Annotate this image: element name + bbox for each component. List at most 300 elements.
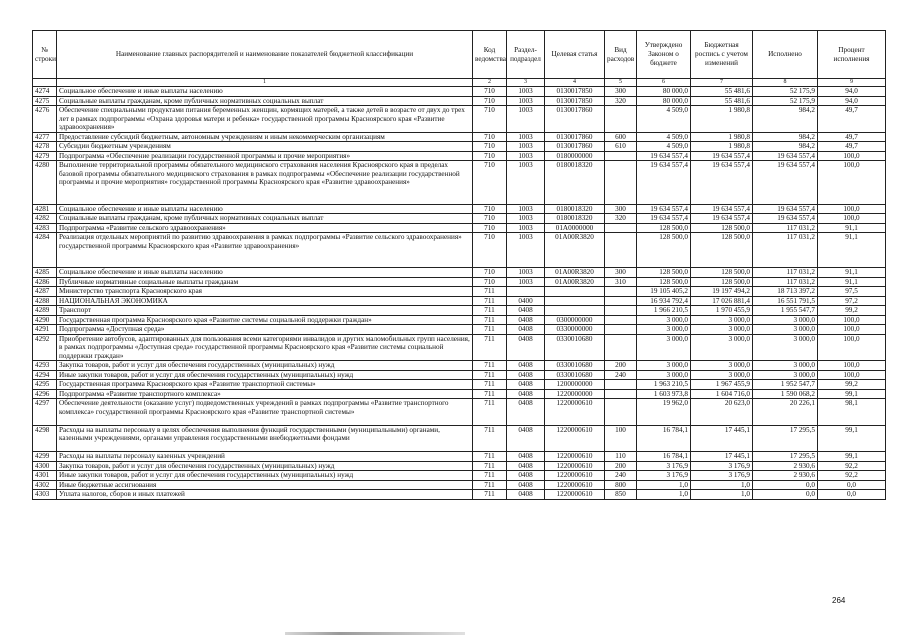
execution-percent: 100,0 — [818, 315, 886, 325]
scheduled-amount: 3 176,9 — [691, 471, 753, 481]
table-row — [33, 471, 886, 481]
approved-amount: 19 105 405,2 — [637, 287, 691, 297]
executed-amount: 16 551 791,5 — [753, 296, 818, 306]
department-code: 711 — [473, 471, 507, 481]
scheduled-amount: 1,0 — [691, 480, 753, 490]
expense-type: 300 — [605, 268, 637, 278]
execution-percent: 100,0 — [818, 370, 886, 380]
target-article: 1220000610 — [545, 461, 605, 471]
row-number: 4303 — [33, 490, 57, 500]
approved-amount: 19 962,0 — [637, 399, 691, 426]
section-code: 1003 — [507, 151, 545, 161]
table-row — [33, 87, 886, 97]
section-code: 1003 — [507, 214, 545, 224]
department-code: 710 — [473, 204, 507, 214]
approved-amount: 19 634 557,4 — [637, 151, 691, 161]
scheduled-amount: 1 980,8 — [691, 132, 753, 142]
section-code: 1003 — [507, 96, 545, 106]
execution-percent: 100,0 — [818, 204, 886, 214]
target-article: 0180018320 — [545, 204, 605, 214]
execution-percent: 91,1 — [818, 223, 886, 233]
row-number: 4295 — [33, 380, 57, 390]
approved-amount: 3 000,0 — [637, 315, 691, 325]
approved-amount: 3 176,9 — [637, 471, 691, 481]
table-row — [33, 380, 886, 390]
scheduled-amount: 17 445,1 — [691, 425, 753, 452]
executed-amount: 17 295,5 — [753, 452, 818, 462]
expense-type: 610 — [605, 142, 637, 152]
section-code: 0408 — [507, 471, 545, 481]
expense-type — [605, 233, 637, 268]
section-code: 0408 — [507, 389, 545, 399]
scheduled-amount: 128 500,0 — [691, 233, 753, 268]
executed-amount: 19 634 557,4 — [753, 214, 818, 224]
column-number: 9 — [818, 79, 886, 87]
approved-amount: 16 784,1 — [637, 425, 691, 452]
execution-percent: 100,0 — [818, 334, 886, 361]
executed-amount: 1 955 547,7 — [753, 306, 818, 316]
section-code: 0408 — [507, 334, 545, 361]
approved-amount: 1 963 210,5 — [637, 380, 691, 390]
expense-type: 240 — [605, 471, 637, 481]
approved-amount: 3 000,0 — [637, 370, 691, 380]
table-row — [33, 268, 886, 278]
header-department-code: Код ведомства — [473, 31, 507, 79]
scheduled-amount: 55 481,6 — [691, 96, 753, 106]
execution-percent: 91,1 — [818, 277, 886, 287]
department-code: 710 — [473, 87, 507, 97]
execution-percent: 99,2 — [818, 306, 886, 316]
row-number: 4282 — [33, 214, 57, 224]
table-row — [33, 233, 886, 268]
approved-amount: 128 500,0 — [637, 233, 691, 268]
section-code: 0408 — [507, 425, 545, 452]
row-name: Подпрограмма «Развитие сельского здравоохранения» — [57, 223, 473, 233]
target-article: 0130017860 — [545, 106, 605, 133]
department-code: 711 — [473, 306, 507, 316]
expense-type: 300 — [605, 87, 637, 97]
target-article: 0180018320 — [545, 214, 605, 224]
column-number — [33, 79, 57, 87]
scheduled-amount: 55 481,6 — [691, 87, 753, 97]
target-article: 0330010680 — [545, 334, 605, 361]
approved-amount: 128 500,0 — [637, 277, 691, 287]
row-number: 4292 — [33, 334, 57, 361]
row-number: 4285 — [33, 268, 57, 278]
executed-amount: 2 930,6 — [753, 461, 818, 471]
row-name: Закупка товаров, работ и услуг для обеспечения государственных (муниципальных) нужд — [57, 361, 473, 371]
section-code: 1003 — [507, 142, 545, 152]
row-number: 4297 — [33, 399, 57, 426]
approved-amount: 3 000,0 — [637, 361, 691, 371]
department-code: 710 — [473, 106, 507, 133]
section-code: 0408 — [507, 380, 545, 390]
approved-amount: 3 176,9 — [637, 461, 691, 471]
approved-amount: 19 634 557,4 — [637, 214, 691, 224]
target-article: 01А0000000 — [545, 223, 605, 233]
row-number: 4287 — [33, 287, 57, 297]
execution-percent: 100,0 — [818, 361, 886, 371]
budget-table — [32, 30, 886, 500]
target-article: 01А00R3820 — [545, 277, 605, 287]
table-row — [33, 370, 886, 380]
table-row — [33, 334, 886, 361]
row-name: Расходы на выплаты персоналу казенных учреждений — [57, 452, 473, 462]
row-number: 4281 — [33, 204, 57, 214]
target-article: 1220000610 — [545, 452, 605, 462]
row-name: Социальные выплаты гражданам, кроме публичных нормативных социальных выплат — [57, 214, 473, 224]
department-code: 711 — [473, 399, 507, 426]
approved-amount: 1 603 973,8 — [637, 389, 691, 399]
header-name: Наименование главных распорядителей и наименование показателей бюджетной классификации — [57, 31, 473, 79]
execution-percent: 99,1 — [818, 452, 886, 462]
target-article: 0130017850 — [545, 96, 605, 106]
row-name: Реализация отдельных мероприятий по развитию здравоохранения в рамках подпрограммы «Развитие сельского здравоохранения» государственной программы Красноярского края «Развитие здравоохранения» — [57, 233, 473, 268]
target-article: 1220000610 — [545, 471, 605, 481]
executed-amount: 17 295,5 — [753, 425, 818, 452]
approved-amount: 19 634 557,4 — [637, 161, 691, 205]
row-name: Предоставление субсидий бюджетным, автономным учреждениям и иным некоммерческим организациям — [57, 132, 473, 142]
department-code: 711 — [473, 380, 507, 390]
execution-percent: 0,0 — [818, 490, 886, 500]
executed-amount: 2 930,6 — [753, 471, 818, 481]
section-code: 1003 — [507, 223, 545, 233]
row-name: Закупка товаров, работ и услуг для обеспечения государственных (муниципальных) нужд — [57, 461, 473, 471]
target-article — [545, 306, 605, 316]
approved-amount: 80 000,0 — [637, 87, 691, 97]
header-execution-percent: Процент исполнения — [818, 31, 886, 79]
row-name: Социальные выплаты гражданам, кроме публичных нормативных социальных выплат — [57, 96, 473, 106]
target-article: 1220000610 — [545, 490, 605, 500]
expense-type: 100 — [605, 425, 637, 452]
table-row — [33, 96, 886, 106]
executed-amount: 117 031,2 — [753, 277, 818, 287]
target-article: 0130017860 — [545, 142, 605, 152]
department-code: 710 — [473, 151, 507, 161]
row-name: Расходы на выплаты персоналу в целях обеспечения выполнения функций государственными (муниципальными) органами, казенными учреждениями, органами управления государственными внебюджетными фондами — [57, 425, 473, 452]
execution-percent: 100,0 — [818, 325, 886, 335]
scheduled-amount: 1 604 716,0 — [691, 389, 753, 399]
execution-percent: 91,1 — [818, 233, 886, 268]
row-number: 4284 — [33, 233, 57, 268]
execution-percent: 49,7 — [818, 106, 886, 133]
section-code: 1003 — [507, 268, 545, 278]
expense-type — [605, 287, 637, 297]
header-executed: Исполнено — [753, 31, 818, 79]
expense-type: 800 — [605, 480, 637, 490]
row-number: 4277 — [33, 132, 57, 142]
target-article: 1220000610 — [545, 425, 605, 452]
table-row — [33, 161, 886, 205]
expense-type: 320 — [605, 214, 637, 224]
department-code: 710 — [473, 96, 507, 106]
row-number: 4279 — [33, 151, 57, 161]
row-name: Подпрограмма «Доступная среда» — [57, 325, 473, 335]
scheduled-amount: 128 500,0 — [691, 223, 753, 233]
section-code: 1003 — [507, 161, 545, 205]
row-number: 4293 — [33, 361, 57, 371]
execution-percent: 92,2 — [818, 461, 886, 471]
approved-amount: 4 509,0 — [637, 142, 691, 152]
row-number: 4286 — [33, 277, 57, 287]
section-code: 1003 — [507, 233, 545, 268]
target-article: 0330010680 — [545, 370, 605, 380]
expense-type: 110 — [605, 452, 637, 462]
executed-amount: 19 634 557,4 — [753, 161, 818, 205]
target-article: 1200000000 — [545, 380, 605, 390]
execution-percent: 100,0 — [818, 161, 886, 205]
expense-type: 240 — [605, 370, 637, 380]
column-number: 5 — [605, 79, 637, 87]
expense-type — [605, 223, 637, 233]
execution-percent: 100,0 — [818, 151, 886, 161]
execution-percent: 97,5 — [818, 287, 886, 297]
page-number: 264 — [832, 596, 846, 605]
execution-percent: 99,2 — [818, 380, 886, 390]
execution-percent: 92,2 — [818, 471, 886, 481]
target-article: 0330010680 — [545, 361, 605, 371]
executed-amount: 20 226,1 — [753, 399, 818, 426]
scheduled-amount: 128 500,0 — [691, 268, 753, 278]
table-row — [33, 106, 886, 133]
row-number: 4276 — [33, 106, 57, 133]
section-code: 1003 — [507, 87, 545, 97]
executed-amount: 3 000,0 — [753, 325, 818, 335]
scheduled-amount: 3 000,0 — [691, 361, 753, 371]
department-code: 710 — [473, 132, 507, 142]
department-code: 710 — [473, 277, 507, 287]
department-code: 711 — [473, 480, 507, 490]
target-article: 0130017850 — [545, 87, 605, 97]
approved-amount: 3 000,0 — [637, 325, 691, 335]
table-row — [33, 287, 886, 297]
header-row — [33, 31, 886, 79]
target-article — [545, 296, 605, 306]
department-code: 710 — [473, 161, 507, 205]
expense-type — [605, 151, 637, 161]
expense-type — [605, 399, 637, 426]
row-number: 4300 — [33, 461, 57, 471]
row-number: 4294 — [33, 370, 57, 380]
table-row — [33, 461, 886, 471]
execution-percent: 99,1 — [818, 389, 886, 399]
approved-amount: 4 509,0 — [637, 132, 691, 142]
row-number: 4301 — [33, 471, 57, 481]
department-code: 711 — [473, 425, 507, 452]
row-name: Обеспечение деятельности (оказание услуг) подведомственных учреждений в рамках подпрограммы «Развитие транспортного комплекса» государственной программы Красноярского края «Развитие транспортной системы» — [57, 399, 473, 426]
row-number: 4290 — [33, 315, 57, 325]
execution-percent: 94,0 — [818, 96, 886, 106]
table-row — [33, 204, 886, 214]
target-article: 0300000000 — [545, 315, 605, 325]
approved-amount: 4 509,0 — [637, 106, 691, 133]
approved-amount: 1,0 — [637, 490, 691, 500]
row-name: Публичные нормативные социальные выплаты гражданам — [57, 277, 473, 287]
target-article: 0180000000 — [545, 151, 605, 161]
table-row — [33, 277, 886, 287]
row-name: Транспорт — [57, 306, 473, 316]
column-number: 8 — [753, 79, 818, 87]
header-budget-schedule: Бюджетная роспись с учетом изменений — [691, 31, 753, 79]
scheduled-amount: 19 634 557,4 — [691, 151, 753, 161]
scheduled-amount: 19 634 557,4 — [691, 214, 753, 224]
row-number: 4278 — [33, 142, 57, 152]
scheduled-amount: 17 026 881,4 — [691, 296, 753, 306]
executed-amount: 3 000,0 — [753, 361, 818, 371]
table-row — [33, 452, 886, 462]
target-article: 0330000000 — [545, 325, 605, 335]
scheduled-amount: 3 176,9 — [691, 461, 753, 471]
row-number: 4291 — [33, 325, 57, 335]
execution-percent: 91,1 — [818, 268, 886, 278]
column-number: 2 — [473, 79, 507, 87]
budget-report-sheet — [32, 30, 885, 500]
section-code: 0400 — [507, 296, 545, 306]
expense-type: 200 — [605, 461, 637, 471]
row-name: Иные бюджетные ассигнования — [57, 480, 473, 490]
executed-amount: 52 175,9 — [753, 96, 818, 106]
row-number: 4296 — [33, 389, 57, 399]
row-name: Иные закупки товаров, работ и услуг для обеспечения государственных (муниципальных) нужд — [57, 471, 473, 481]
expense-type — [605, 306, 637, 316]
executed-amount: 984,2 — [753, 106, 818, 133]
table-row — [33, 480, 886, 490]
expense-type — [605, 106, 637, 133]
header-expense-type: Вид расходов — [605, 31, 637, 79]
section-code: 0408 — [507, 480, 545, 490]
department-code: 711 — [473, 461, 507, 471]
executed-amount: 0,0 — [753, 480, 818, 490]
row-number: 4302 — [33, 480, 57, 490]
target-article — [545, 287, 605, 297]
expense-type — [605, 334, 637, 361]
scheduled-amount: 3 000,0 — [691, 334, 753, 361]
row-name: Государственная программа Красноярского края «Развитие транспортной системы» — [57, 380, 473, 390]
table-body — [33, 87, 886, 500]
header-section: Раздел-подраздел — [507, 31, 545, 79]
row-name: НАЦИОНАЛЬНАЯ ЭКОНОМИКА — [57, 296, 473, 306]
header-approved-by-law: Утверждено Законом о бюджете — [637, 31, 691, 79]
executed-amount: 1 590 068,2 — [753, 389, 818, 399]
section-code: 0408 — [507, 315, 545, 325]
section-code: 0408 — [507, 452, 545, 462]
row-number: 4280 — [33, 161, 57, 205]
expense-type — [605, 389, 637, 399]
row-number: 4289 — [33, 306, 57, 316]
executed-amount: 19 634 557,4 — [753, 151, 818, 161]
executed-amount: 1 952 547,7 — [753, 380, 818, 390]
department-code: 711 — [473, 315, 507, 325]
column-number: 1 — [57, 79, 473, 87]
section-code: 1003 — [507, 106, 545, 133]
department-code: 711 — [473, 296, 507, 306]
row-number: 4283 — [33, 223, 57, 233]
section-code: 0408 — [507, 399, 545, 426]
row-name: Подпрограмма «Развитие транспортного комплекса» — [57, 389, 473, 399]
table-row — [33, 399, 886, 426]
executed-amount: 19 634 557,4 — [753, 204, 818, 214]
executed-amount: 117 031,2 — [753, 233, 818, 268]
expense-type: 320 — [605, 96, 637, 106]
executed-amount: 18 713 397,2 — [753, 287, 818, 297]
table-row — [33, 389, 886, 399]
column-number: 7 — [691, 79, 753, 87]
department-code: 711 — [473, 452, 507, 462]
department-code: 711 — [473, 490, 507, 500]
row-number: 4274 — [33, 87, 57, 97]
section-code: 0408 — [507, 306, 545, 316]
row-name: Выполнение территориальной программы обязательного медицинского страхования населения Красноярского края в пределах базовой программы обязательного медицинского страхования в рамках подпрограммы «Обеспечение реализации государственной программы и прочие мероприятия» государственной программы Красноярского края «Развитие здравоохранения» — [57, 161, 473, 205]
row-name: Социальное обеспечение и иные выплаты населению — [57, 204, 473, 214]
expense-type: 600 — [605, 132, 637, 142]
approved-amount: 1 966 210,5 — [637, 306, 691, 316]
executed-amount: 52 175,9 — [753, 87, 818, 97]
column-number: 4 — [545, 79, 605, 87]
executed-amount: 117 031,2 — [753, 223, 818, 233]
department-code: 710 — [473, 142, 507, 152]
scheduled-amount: 19 634 557,4 — [691, 204, 753, 214]
department-code: 711 — [473, 334, 507, 361]
target-article: 1220000000 — [545, 389, 605, 399]
expense-type — [605, 325, 637, 335]
approved-amount: 16 934 792,4 — [637, 296, 691, 306]
table-row — [33, 142, 886, 152]
scheduled-amount: 1 980,8 — [691, 106, 753, 133]
row-name: Подпрограмма «Обеспечение реализации государственной программы и прочие мероприятия» — [57, 151, 473, 161]
scheduled-amount: 1 967 455,9 — [691, 380, 753, 390]
department-code: 710 — [473, 268, 507, 278]
scheduled-amount: 3 000,0 — [691, 370, 753, 380]
section-code: 0408 — [507, 325, 545, 335]
department-code: 711 — [473, 287, 507, 297]
expense-type: 310 — [605, 277, 637, 287]
table-row — [33, 425, 886, 452]
section-code: 0408 — [507, 461, 545, 471]
scheduled-amount: 19 634 557,4 — [691, 161, 753, 205]
executed-amount: 117 031,2 — [753, 268, 818, 278]
section-code: 1003 — [507, 132, 545, 142]
table-row — [33, 306, 886, 316]
section-code: 1003 — [507, 277, 545, 287]
row-number: 4298 — [33, 425, 57, 452]
column-number-row — [33, 79, 886, 87]
column-number: 6 — [637, 79, 691, 87]
section-code: 1003 — [507, 204, 545, 214]
row-name: Уплата налогов, сборов и иных платежей — [57, 490, 473, 500]
execution-percent: 0,0 — [818, 480, 886, 490]
approved-amount: 1,0 — [637, 480, 691, 490]
expense-type — [605, 296, 637, 306]
target-article: 01А00R3820 — [545, 233, 605, 268]
scheduled-amount: 3 000,0 — [691, 315, 753, 325]
department-code: 711 — [473, 370, 507, 380]
target-article: 1220000610 — [545, 399, 605, 426]
expense-type: 200 — [605, 361, 637, 371]
target-article: 0130017860 — [545, 132, 605, 142]
target-article: 1220000610 — [545, 480, 605, 490]
scheduled-amount: 1,0 — [691, 490, 753, 500]
approved-amount: 19 634 557,4 — [637, 204, 691, 214]
executed-amount: 3 000,0 — [753, 315, 818, 325]
header-row-number: № строки — [33, 31, 57, 79]
expense-type: 850 — [605, 490, 637, 500]
row-number: 4275 — [33, 96, 57, 106]
row-name: Приобретение автобусов, адаптированных для пользования всеми категориями инвалидов и других маломобильных групп населения, в рамках подпрограммы «Доступная среда» государственной программы Красноярского края «Развитие системы социальной поддержки граждан» — [57, 334, 473, 361]
table-row — [33, 132, 886, 142]
execution-percent: 100,0 — [818, 214, 886, 224]
execution-percent: 49,7 — [818, 142, 886, 152]
scheduled-amount: 3 000,0 — [691, 325, 753, 335]
